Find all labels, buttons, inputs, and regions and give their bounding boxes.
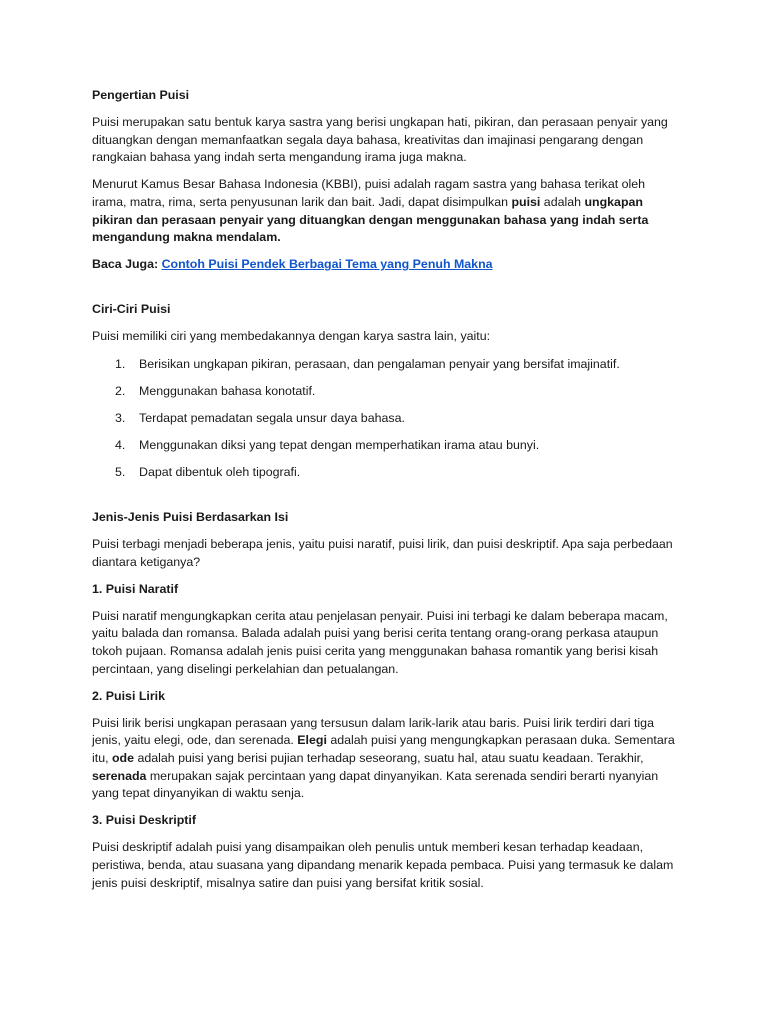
- list-item: [92, 437, 682, 455]
- list-item: [92, 383, 682, 401]
- lirik-text-4: merupakan sajak percintaan yang dapat dinyanyikan. Kata serenada sendiri berarti nyanyian yang tepat dinyanyikan di waktu senja.: [92, 768, 659, 801]
- lirik-bold-serenada: serenada: [92, 768, 147, 783]
- list-item-text: Dapat dibentuk oleh tipografi.: [139, 464, 301, 479]
- paragraph-puisi-naratif: Puisi naratif mengungkapkan cerita atau penjelasan penyair. Puisi ini terbagi ke dalam beberapa macam, yaitu balada dan romansa. Balada adalah puisi yang berisi cerita tentang orang-orang perkasa ataupun tokoh pujaan. Romansa adalah jenis puisi cerita yang menggunakan bahasa romantik yang berisi kisah percintaan, yang diselingi perkelahian dan petualangan.: [92, 608, 668, 676]
- heading-puisi-naratif: 1. Puisi Naratif: [92, 581, 179, 596]
- heading-puisi-lirik: 2. Puisi Lirik: [92, 688, 165, 703]
- list-item: [92, 410, 682, 428]
- paragraph-kbbi: [92, 176, 682, 246]
- baca-juga-link[interactable]: Contoh Puisi Pendek Berbagai Tema yang Penuh Makna: [161, 257, 493, 272]
- document-page: [92, 87, 682, 902]
- paragraph-puisi-lirik: [92, 715, 682, 803]
- heading-pengertian-puisi: Pengertian Puisi: [92, 88, 190, 102]
- list-number: 4.: [115, 437, 126, 452]
- kbbi-text-adalah: adalah: [540, 194, 585, 209]
- list-item: [92, 356, 682, 374]
- kbbi-bold-puisi: puisi: [511, 194, 541, 209]
- paragraph-puisi-deskriptif: Puisi deskriptif adalah puisi yang disampaikan oleh penulis untuk memberi kesan terhadap keadaan, peristiwa, benda, atau suasana yang dipandang menarik kepada pembaca. Puisi yang termasuk ke dalam jenis puisi deskriptif, misalnya satire dan puisi yang bersifat kritik sosial.: [92, 840, 674, 890]
- list-item-text: Berisikan ungkapan pikiran, perasaan, dan pengalaman penyair yang bersifat imajinatif.: [139, 356, 620, 371]
- ciri-list: [92, 356, 682, 482]
- spacer: [92, 491, 682, 509]
- list-number: 2.: [115, 383, 126, 398]
- lirik-bold-elegi: Elegi: [297, 733, 327, 748]
- list-number: 1.: [115, 356, 126, 371]
- list-item: [92, 464, 682, 482]
- list-item-text: Terdapat pemadatan segala unsur daya bahasa.: [139, 410, 405, 425]
- list-item-text: Menggunakan diksi yang tepat dengan memperhatikan irama atau bunyi.: [139, 437, 540, 452]
- spacer: [92, 283, 682, 301]
- list-number: 5.: [115, 464, 126, 479]
- list-item-text: Menggunakan bahasa konotatif.: [139, 383, 316, 398]
- baca-juga: [92, 256, 682, 274]
- lirik-text-1: Puisi lirik berisi ungkapan perasaan yang tersusun dalam larik-larik atau baris. Puisi lirik terdiri dari tiga jenis, yaitu elegi, ode, dan serenada.: [92, 715, 654, 748]
- heading-ciri-ciri-puisi: Ciri-Ciri Puisi: [92, 302, 171, 317]
- baca-juga-label: Baca Juga:: [92, 257, 159, 272]
- lirik-text-2: adalah puisi yang mengungkapkan perasaan duka. Sementara itu,: [92, 733, 675, 766]
- kbbi-text: Menurut Kamus Besar Bahasa Indonesia (KBBI), puisi adalah ragam sastra yang bahasa terikat oleh irama, matra, rima, serta penyusunan larik dan bait. Jadi, dapat disimpulkan: [92, 177, 646, 209]
- kbbi-bold-conclusion: ungkapan pikiran dan perasaan penyair yang dituangkan dengan menggunakan bahasa yang indah serta mengandung makna mendalam.: [92, 194, 649, 245]
- list-number: 3.: [115, 410, 126, 425]
- lirik-text-3: adalah puisi yang berisi pujian terhadap seseorang, suatu hal, atau suatu keadaan. Terakhir,: [134, 751, 644, 766]
- heading-puisi-deskriptif: 3. Puisi Deskriptif: [92, 813, 196, 828]
- paragraph-definition: Puisi merupakan satu bentuk karya sastra yang berisi ungkapan hati, pikiran, dan perasaan penyair yang dituangkan dengan memanfaatkan segala daya bahasa, kreativitas dan imajinasi pengarang dengan rangkaian bahasa yang indah serta mengandung irama juga makna.: [92, 115, 668, 165]
- lirik-bold-ode: ode: [111, 751, 135, 766]
- paragraph-ciri-intro: Puisi memiliki ciri yang membedakannya dengan karya sastra lain, yaitu:: [92, 329, 491, 344]
- heading-jenis-jenis-puisi: Jenis-Jenis Puisi Berdasarkan Isi: [92, 510, 289, 524]
- paragraph-jenis-intro: Puisi terbagi menjadi beberapa jenis, yaitu puisi naratif, puisi lirik, dan puisi deskriptif. Apa saja perbedaan diantara ketiganya?: [92, 537, 673, 569]
